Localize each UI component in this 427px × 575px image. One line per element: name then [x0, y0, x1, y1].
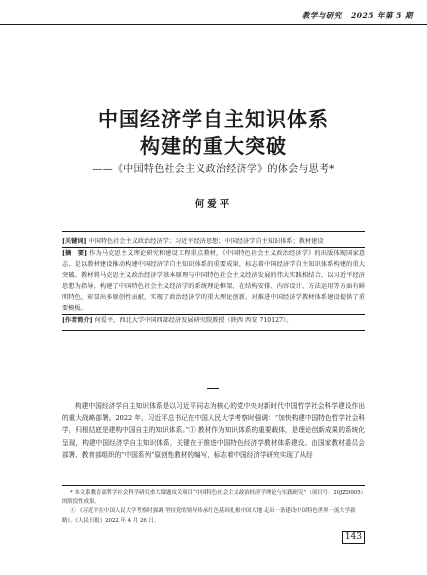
journal-issue: 2025 年第 5 期: [351, 11, 413, 20]
keywords-row: [62, 236, 365, 247]
journal-name: 教学与研究: [301, 11, 342, 20]
author-bio-tag: [作者简介]: [62, 317, 93, 324]
keywords-text: 中国特色社会主义政治经济学；习近平经济思想；中国经济学自主知识体系；教材建设: [88, 238, 324, 245]
footnote-rule: [62, 485, 365, 486]
abstract-tag: [摘 要]: [62, 250, 88, 257]
section-divider: [207, 388, 219, 389]
footnotes: [62, 489, 365, 526]
author-bio-text: 何爱平，西北大学中国西部经济发展研究院教授（陕西 西安 710127）。: [94, 317, 293, 324]
body-paragraph: 构建中国经济学自主知识体系是以习近平同志为核心的党中央对新时代中国哲学社会科学建设作出的重大战略部署。2022 年，习近平总书记在中国人民大学考察时强调：“加快构建中国特色哲学社会科学，归根结底是建构中国自主的知识体系。”① 教材作为知识体系的重要载体，是理论创新成果的系统化呈现，构建中国经济学自主知识体系，关键在于推进中国特色经济学教材体系建设。由国家教材委员会部署、教育部组织的“中国系列”原创性教材的编写，标志着中国经济学研究实现了从经: [62, 402, 365, 459]
article-title-line2: 构建的重大突破: [140, 134, 287, 158]
page-number: 143: [342, 531, 365, 544]
article-subtitle: ——《中国特色社会主义政治经济学》的体会与思考*: [92, 164, 335, 175]
author-bio-row: [62, 314, 365, 326]
abstract-box: [62, 231, 365, 331]
keywords-tag: [关键词]: [62, 238, 87, 245]
running-header: [296, 10, 413, 21]
header-rule: [0, 24, 427, 25]
footnote-1: ① 《习近平在中国人民大学考察时强调 坚持党的领导传承红色基因扎根中国大地 走出一条建设中国特色世界一流大学新路》，《人民日报》2022 年 4 月 26 日。: [62, 508, 356, 524]
footnote-funding: * 本文系教育部哲学社会科学研究重大课题攻关项目“中国特色社会主义政治经济学理论与实践研究”（项目号：20JZD005）的阶段性成果。: [62, 490, 364, 506]
abstract-text: 作为马克思主义理论研究和建设工程重点教材，《中国特色社会主义政治经济学》的出版体现国家意志，是以教材建设推动构建中国经济学自主知识体系的重要成果，标志着中国经济学自主知识体系构建的重大突破。教材将马克思主义政治经济学基本原理与中国特色社会主义经济发展的伟大实践相结合，以习近平经济思想为指导，构建了中国特色社会主义经济学的系统理论框架，在结构安排、内容设计、方法运用等方面有鲜明特色，彰显出多原创性贡献，实现了政治经济学的重大理论创新，对推进中国经济学教材体系建设提供了重要模板。: [62, 250, 365, 312]
article-author: 何爱平: [194, 199, 233, 210]
abstract-row: [62, 247, 365, 314]
article-title-line1: 中国经济学自主知识体系: [98, 107, 329, 131]
